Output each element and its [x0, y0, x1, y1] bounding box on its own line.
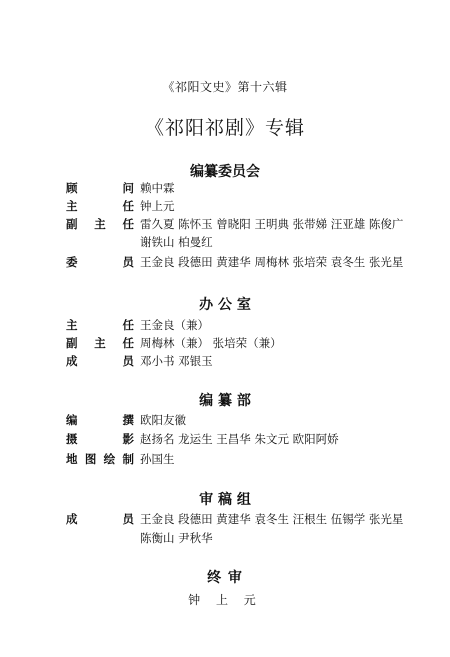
series-title: 《祁阳文史》第十六辑 — [162, 80, 288, 94]
row-names: 谢铁山 柏曼红 — [140, 235, 213, 249]
row-names: 钟上元 — [140, 199, 175, 213]
row-names: 邓小书 邓银玉 — [140, 354, 213, 368]
row-label: 编 撰 — [66, 413, 134, 427]
row-label: 成 员 — [66, 512, 134, 526]
row-label: 委 员 — [66, 255, 134, 269]
section-heading-editorial-committee: 编纂委员会 — [190, 164, 260, 180]
row-label: 主 任 — [66, 199, 134, 213]
section-heading-review-group: 审 稿 组 — [199, 492, 251, 508]
row-label: 摄 影 — [66, 432, 134, 446]
section-heading-editorial-dept: 编 纂 部 — [199, 393, 251, 409]
row-label: 副 主 任 — [66, 336, 134, 350]
row-label: 副 主 任 — [66, 217, 134, 231]
row-names: 赵扬名 龙运生 王昌华 朱文元 欧阳阿娇 — [140, 432, 339, 446]
row-names: 陈衡山 尹秋华 — [140, 531, 213, 545]
row-names: 王金良 段德田 黄建华 袁冬生 汪根生 伍锡学 张光星 — [140, 512, 404, 526]
row-label: 地 图 绘 制 — [66, 452, 134, 466]
row-names: 周梅林（兼） 张培荣（兼） — [140, 336, 282, 350]
main-title: 《祁阳祁剧》专辑 — [144, 117, 305, 139]
row-names: 王金良 段德田 黄建华 周梅林 张培荣 袁冬生 张光星 — [140, 255, 404, 269]
row-names: 雷久夏 陈怀玉 曾晓阳 王明典 张带娣 汪亚雄 陈俊广 — [140, 217, 404, 231]
row-names: 赖中霖 — [140, 181, 175, 195]
section-heading-office: 办 公 室 — [199, 297, 251, 313]
row-label: 成 员 — [66, 354, 134, 368]
row-label: 主 任 — [66, 318, 134, 332]
row-names: 王金良（兼） — [140, 318, 209, 332]
section-heading-final-review: 终 审 — [207, 570, 243, 586]
row-names: 欧阳友徽 — [140, 413, 186, 427]
row-names: 孙国生 — [140, 452, 175, 466]
row-label: 顾 问 — [66, 181, 134, 195]
final-reviewer-name: 钟 上 元 — [188, 593, 262, 607]
